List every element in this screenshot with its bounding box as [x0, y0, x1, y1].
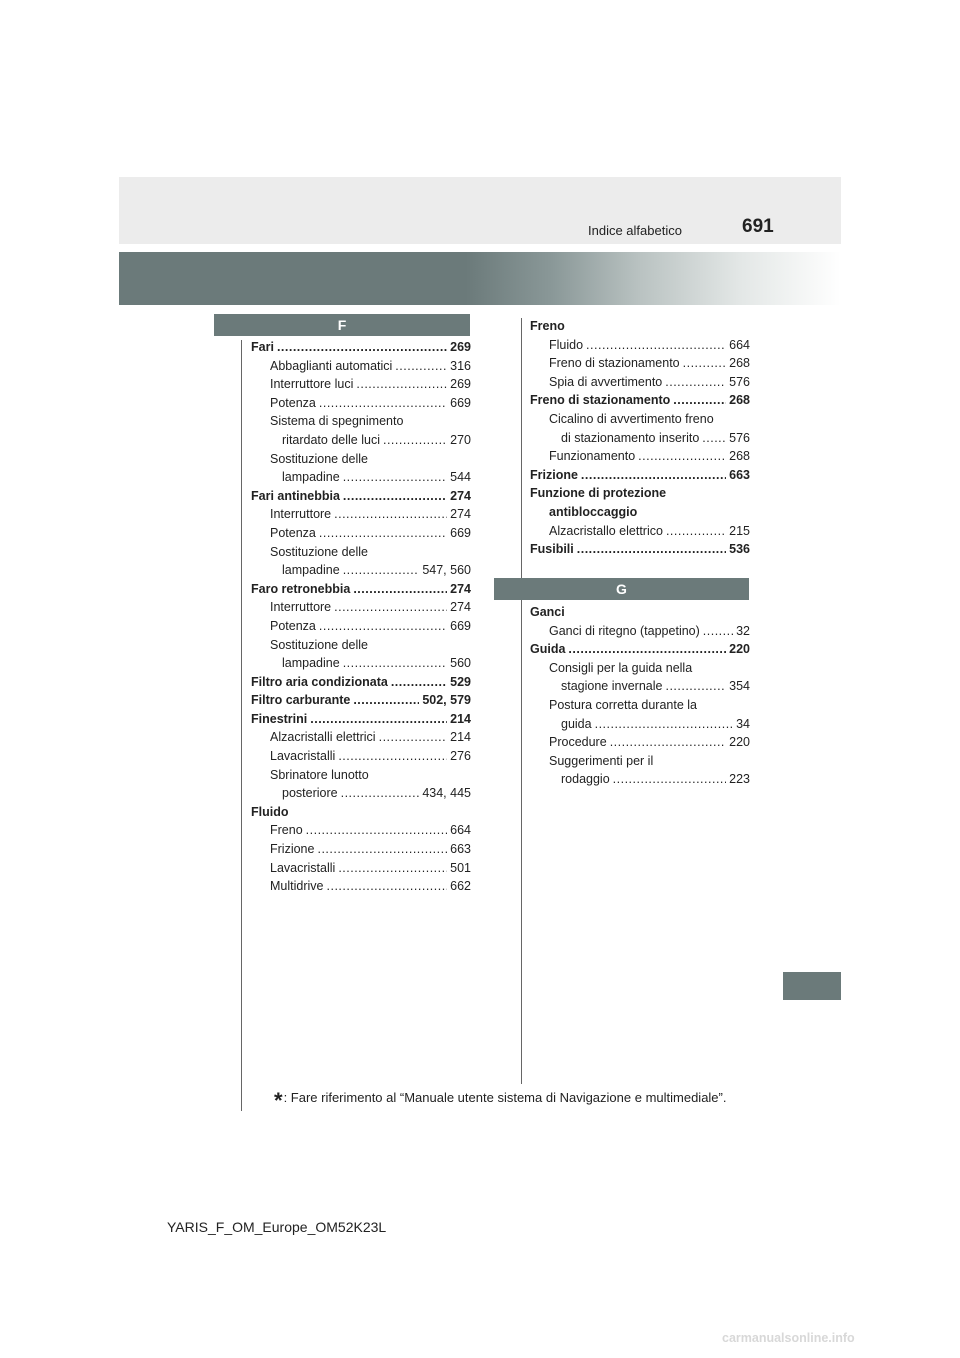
entry-label: Sbrinatore lunotto: [270, 767, 369, 782]
entry-label: Fari: [251, 340, 274, 354]
entry-label: Postura corretta durante la: [549, 697, 697, 712]
index-entry: [530, 391, 750, 410]
index-entry: [251, 598, 471, 617]
entry-label: Guida: [530, 642, 566, 657]
index-entry: [530, 466, 750, 485]
leader-dots: [391, 673, 447, 692]
entry-label: Frizione: [530, 467, 578, 482]
index-entry: [251, 766, 471, 785]
leader-dots: [581, 466, 726, 485]
leader-dots: [595, 715, 734, 734]
entry-label: posteriore: [282, 786, 338, 801]
leader-dots: [327, 877, 448, 896]
footnote-symbol: *: [274, 1088, 283, 1113]
entry-page: 664: [450, 823, 471, 838]
entry-label: Multidrive: [270, 879, 324, 894]
entry-label: Funzionamento: [549, 449, 636, 464]
entry-page: 32: [736, 623, 750, 638]
entry-page: 544: [450, 470, 471, 485]
index-entry: [251, 505, 471, 524]
leader-dots: [343, 561, 420, 580]
footnote-text: : Fare riferimento al “Manuale utente sistema di Navigazione e multimediale”.: [283, 1090, 727, 1105]
section-title: Indice alfabetico: [588, 223, 682, 238]
entry-page: 663: [450, 842, 471, 857]
index-entry: [530, 603, 750, 622]
entry-page: 34: [736, 716, 750, 731]
entry-page: 220: [729, 642, 750, 657]
index-entry: [530, 540, 750, 559]
index-entry: [530, 503, 750, 522]
index-entry: [251, 394, 471, 413]
entry-page: 223: [729, 772, 750, 787]
leader-dots: [666, 522, 726, 541]
entry-label: Alzacristallo elettrico: [549, 523, 663, 538]
entry-page: 536: [729, 542, 750, 557]
entry-page: 663: [729, 467, 750, 482]
index-entry: [251, 450, 471, 469]
entry-label: Fluido: [549, 337, 584, 352]
leader-dots: [673, 391, 726, 410]
leader-dots: [343, 654, 447, 673]
leader-dots: [586, 336, 726, 355]
entry-page: 316: [450, 358, 471, 373]
leader-dots: [277, 338, 447, 357]
leader-dots: [613, 770, 726, 789]
entry-label: Consigli per la guida nella: [549, 660, 693, 675]
entry-label: ritardato delle luci: [282, 432, 380, 447]
index-entry: [530, 752, 750, 771]
column-divider-middle: [521, 318, 522, 1084]
leader-dots: [343, 468, 447, 487]
leader-dots: [665, 373, 726, 392]
index-entry: [251, 821, 471, 840]
leader-dots: [568, 640, 726, 659]
index-entry: [251, 673, 471, 692]
index-entry: [530, 677, 750, 696]
entry-label: Fluido: [251, 804, 289, 819]
entry-label: Abbaglianti automatici: [270, 358, 393, 373]
index-entry: [530, 733, 750, 752]
index-entry: [530, 410, 750, 429]
watermark: carmanualsonline.info: [722, 1331, 855, 1345]
leader-dots: [665, 677, 726, 696]
entry-page: 274: [450, 488, 471, 503]
index-entry: [251, 840, 471, 859]
entry-label: Sistema di spegnimento: [270, 414, 404, 429]
index-entry: [530, 317, 750, 336]
entry-label: lampadine: [282, 563, 340, 578]
entry-label: antibloccaggio: [549, 504, 638, 519]
leader-dots: [383, 431, 447, 450]
entry-label: Alzacristalli elettrici: [270, 730, 376, 745]
entry-page: 214: [450, 711, 471, 726]
entry-page: 669: [450, 395, 471, 410]
leader-dots: [319, 524, 447, 543]
entry-label: Freno: [270, 823, 303, 838]
entry-label: rodaggio: [561, 772, 610, 787]
leader-dots: [379, 728, 448, 747]
leader-dots: [703, 622, 733, 641]
entry-page: 502, 579: [422, 693, 471, 708]
index-entry: [251, 431, 471, 450]
document-id: YARIS_F_OM_Europe_OM52K23L: [167, 1219, 387, 1235]
entry-page: 662: [450, 879, 471, 894]
index-entry: [530, 659, 750, 678]
leader-dots: [317, 840, 447, 859]
index-entry: [251, 543, 471, 562]
index-entry: [251, 487, 471, 506]
entry-page: 664: [729, 337, 750, 352]
entry-page: 547, 560: [422, 563, 471, 578]
entry-page: 434, 445: [422, 786, 471, 801]
index-entry: [530, 336, 750, 355]
entry-page: 215: [729, 523, 750, 538]
leader-dots: [577, 540, 726, 559]
leader-dots: [306, 821, 447, 840]
entry-page: 268: [729, 449, 750, 464]
index-entry: [251, 338, 471, 357]
entry-label: Interruttore: [270, 600, 332, 615]
page-header: [119, 177, 841, 244]
index-entry: [251, 357, 471, 376]
index-entry: [530, 696, 750, 715]
entry-label: Fari antinebbia: [251, 488, 340, 503]
index-entry: [251, 710, 471, 729]
index-entry: [251, 636, 471, 655]
entry-label: Freno: [530, 319, 565, 333]
leader-dots: [353, 580, 447, 599]
index-entry: [251, 784, 471, 803]
entry-page: 354: [729, 679, 750, 694]
leader-dots: [341, 784, 420, 803]
entry-page: 576: [729, 374, 750, 389]
leader-dots: [338, 747, 447, 766]
index-entry: [251, 580, 471, 599]
leader-dots: [319, 394, 447, 413]
index-entry: [251, 691, 471, 710]
index-entry: [530, 373, 750, 392]
index-entry: [251, 803, 471, 822]
entry-label: Filtro carburante: [251, 693, 351, 708]
entry-page: 274: [450, 507, 471, 522]
entry-label: Faro retronebbia: [251, 581, 351, 596]
entry-label: Potenza: [270, 618, 316, 633]
leader-dots: [702, 429, 726, 448]
entry-label: lampadine: [282, 470, 340, 485]
index-entry: [530, 770, 750, 789]
entry-page: 560: [450, 656, 471, 671]
index-entry: [530, 640, 750, 659]
entry-label: Ganci: [530, 605, 565, 619]
entry-label: Lavacristalli: [270, 749, 336, 764]
entry-page: 270: [450, 432, 471, 447]
entry-label: Funzione di protezione: [530, 486, 667, 501]
entry-page: 576: [729, 430, 750, 445]
entry-page: 269: [450, 340, 471, 354]
entry-page: 669: [450, 618, 471, 633]
entry-page: 529: [450, 674, 471, 689]
entry-page: 268: [729, 356, 750, 371]
entry-label: Interruttore: [270, 507, 332, 522]
leader-dots: [319, 617, 447, 636]
leader-dots: [683, 354, 727, 373]
entry-label: Sostituzione delle: [270, 451, 368, 466]
entry-label: lampadine: [282, 656, 340, 671]
section-letter-g: G: [494, 578, 749, 600]
entry-label: Lavacristalli: [270, 860, 336, 875]
index-entry: [530, 622, 750, 641]
entry-page: 220: [729, 735, 750, 750]
entry-page: 501: [450, 860, 471, 875]
entry-label: Freno di stazionamento: [549, 356, 680, 371]
header-band: [119, 252, 841, 305]
entry-page: 269: [450, 377, 471, 392]
side-thumb-tab: [783, 972, 841, 1000]
entry-label: di stazionamento inserito: [561, 430, 700, 445]
index-column-right-f: [530, 317, 750, 559]
entry-label: Sostituzione delle: [270, 544, 368, 559]
column-divider-left: [241, 340, 242, 1111]
index-column-right-g: [530, 603, 750, 789]
entry-page: 669: [450, 525, 471, 540]
footnote: [274, 1088, 726, 1114]
entry-page: 274: [450, 581, 471, 596]
entry-page: 274: [450, 600, 471, 615]
entry-page: 214: [450, 730, 471, 745]
index-entry: [251, 877, 471, 896]
index-entry: [530, 522, 750, 541]
entry-label: Interruttore luci: [270, 377, 354, 392]
index-entry: [251, 468, 471, 487]
index-entry: [530, 354, 750, 373]
leader-dots: [638, 447, 726, 466]
leader-dots: [395, 357, 447, 376]
entry-label: Fusibili: [530, 542, 574, 557]
leader-dots: [356, 375, 447, 394]
index-entry: [251, 375, 471, 394]
entry-label: stagione invernale: [561, 679, 663, 694]
leader-dots: [334, 598, 447, 617]
entry-label: Suggerimenti per il: [549, 753, 654, 768]
index-entry: [530, 447, 750, 466]
leader-dots: [334, 505, 447, 524]
index-entry: [251, 524, 471, 543]
leader-dots: [353, 691, 419, 710]
index-entry: [530, 484, 750, 503]
index-entry: [251, 654, 471, 673]
index-entry: [530, 429, 750, 448]
entry-label: Sostituzione delle: [270, 637, 368, 652]
entry-label: Frizione: [270, 842, 315, 857]
index-entry: [530, 715, 750, 734]
page-number: 691: [742, 216, 774, 237]
entry-label: Procedure: [549, 735, 607, 750]
entry-label: Spia di avvertimento: [549, 374, 663, 389]
entry-page: 268: [729, 393, 750, 408]
section-letter-f: F: [214, 314, 470, 336]
entry-label: Potenza: [270, 525, 316, 540]
leader-dots: [343, 487, 447, 506]
index-entry: [251, 728, 471, 747]
index-entry: [251, 617, 471, 636]
entry-label: guida: [561, 716, 592, 731]
entry-label: Finestrini: [251, 711, 308, 726]
index-entry: [251, 561, 471, 580]
index-column-left: [251, 338, 471, 896]
index-entry: [251, 747, 471, 766]
entry-label: Cicalino di avvertimento freno: [549, 411, 714, 426]
entry-label: Ganci di ritegno (tappetino): [549, 623, 700, 638]
leader-dots: [338, 859, 447, 878]
entry-label: Freno di stazionamento: [530, 393, 671, 408]
entry-page: 276: [450, 749, 471, 764]
leader-dots: [610, 733, 726, 752]
index-entry: [251, 412, 471, 431]
leader-dots: [310, 710, 447, 729]
entry-label: Filtro aria condizionata: [251, 674, 388, 689]
entry-label: Potenza: [270, 395, 316, 410]
index-entry: [251, 859, 471, 878]
